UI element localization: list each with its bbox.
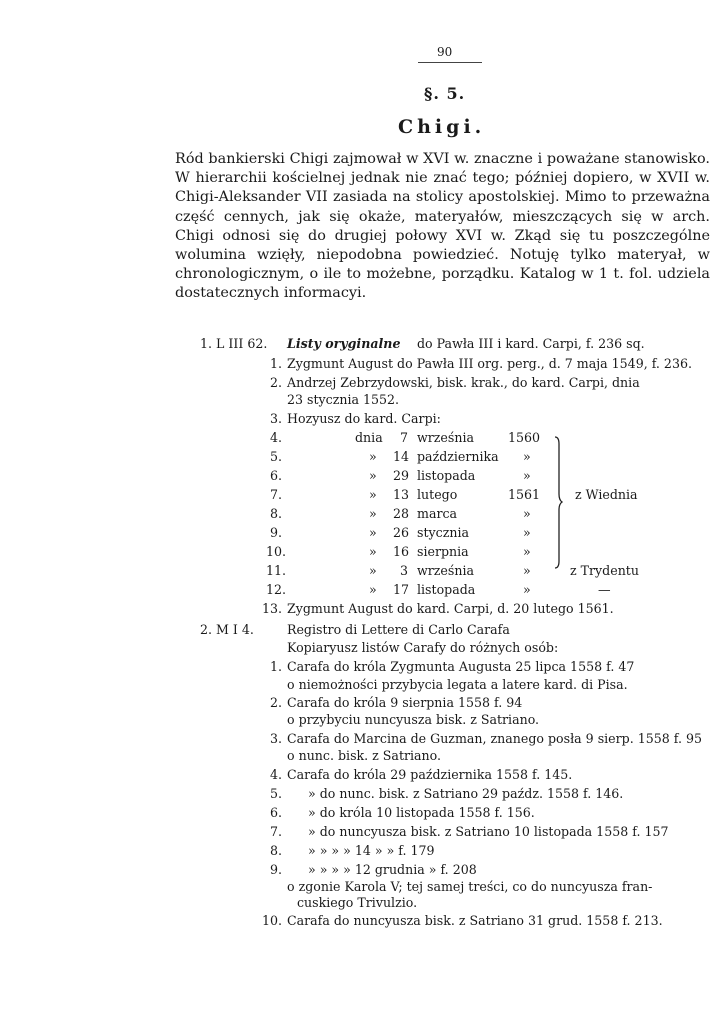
item-number: 5.: [270, 786, 283, 801]
item-number: 13.: [262, 601, 283, 616]
letter-day: 13: [393, 487, 410, 502]
letter-day: 14: [393, 449, 410, 464]
page-number: 90: [437, 45, 453, 59]
item-continuation: o przybyciu nuncyusza bisk. z Satriano.: [287, 712, 540, 727]
letter-year: »: [523, 563, 531, 578]
item-number: 1.: [270, 356, 283, 371]
letter-year: »: [523, 544, 531, 559]
letter-day: 17: [393, 582, 410, 597]
item-continuation: o nunc. bisk. z Satriano.: [287, 748, 442, 763]
letter-year: »: [523, 582, 531, 597]
letter-prefix: »: [369, 449, 377, 464]
section-number: §. 5.: [424, 84, 466, 103]
letter-year: »: [523, 506, 531, 521]
page-number-rule: [418, 62, 482, 63]
curly-brace-icon: [553, 436, 563, 569]
letter-day: 26: [393, 525, 410, 540]
letter-year: »: [523, 468, 531, 483]
letter-number: 5.: [270, 449, 283, 464]
item-number: 8.: [270, 843, 283, 858]
letter-year: »: [523, 525, 531, 540]
letter-day: 16: [393, 544, 410, 559]
item-number: 2.: [270, 375, 283, 390]
section1-label: 1. L III 62.: [200, 336, 268, 351]
letter-day: 7: [400, 430, 409, 445]
letter-prefix: »: [369, 544, 377, 559]
place-trent: z Trydentu: [570, 563, 639, 578]
intro-paragraph: Ród bankierski Chigi zajmował w XVI w. znaczne i poważane stanowisko. W hierarchii kościelnej jednak nie znać tego; później dopiero, w XVII w. Chigi-Aleksander VII zasiada na stolicy apostolskiej. Mimo to przeważna część cennych, jak się okaże, materyałów, mieszczących się w arch. Chigi odnosi się do drugiej połowy XVI w. Zkąd się tu poszczególne wolumina wzięły, niepodobna powiedzieć. Notuję tylko materyał, w chronologicznym, o ile to możebne, porządku. Katalog w 1 t. fol. udziela dostatecznych informacyi.: [175, 151, 710, 302]
item-text: » » » » 12 grudnia » f. 208: [308, 862, 477, 877]
letter-number: 10.: [266, 544, 287, 559]
item-number: 6.: [270, 805, 283, 820]
section1-heading-emphasis: Listy oryginalne: [287, 336, 401, 351]
item-text: Zygmunt August do kard. Carpi, d. 20 lutego 1561.: [287, 601, 614, 616]
item-number: 7.: [270, 824, 283, 839]
item-number: 10.: [262, 913, 283, 928]
letter-prefix: »: [369, 468, 377, 483]
letter-prefix: »: [369, 525, 377, 540]
letter-month: sierpnia: [417, 544, 469, 559]
item-text: Carafa do króla Zygmunta Augusta 25 lipca 1558 f. 47: [287, 659, 635, 674]
letter-month: listopada: [417, 468, 476, 483]
item-text: Carafa do nuncyusza bisk. z Satriano 31 grud. 1558 f. 213.: [287, 913, 663, 928]
letter-year: »: [523, 449, 531, 464]
chapter-title: Chigi.: [398, 116, 486, 138]
letter-prefix: »: [369, 563, 377, 578]
letter-month: września: [417, 430, 474, 445]
letter-prefix: »: [369, 506, 377, 521]
letter-day: 28: [393, 506, 410, 521]
item-continuation: 23 stycznia 1552.: [287, 392, 400, 407]
letter-year: 1561: [508, 487, 541, 502]
item-number: 4.: [270, 767, 283, 782]
item-number: 3.: [270, 411, 283, 426]
letter-month: października: [417, 449, 499, 464]
letter-month: marca: [417, 506, 458, 521]
section2-label: 2. M I 4.: [200, 622, 254, 637]
item-number: 2.: [270, 695, 283, 710]
letter-number: 8.: [270, 506, 283, 521]
item-text: Andrzej Zebrzydowski, bisk. krak., do kard. Carpi, dnia: [287, 375, 640, 390]
letter-prefix: dnia: [355, 430, 383, 445]
letter-prefix: »: [369, 582, 377, 597]
item-text: Carafa do Marcina de Guzman, znanego posła 9 sierp. 1558 f. 95: [287, 731, 703, 746]
section2-heading: Registro di Lettere di Carlo Carafa: [287, 622, 510, 637]
item-text: » do nunc. bisk. z Satriano 29 paźdz. 1558 f. 146.: [308, 786, 624, 801]
place-dash: —: [598, 582, 611, 597]
letter-day: 3: [400, 563, 409, 578]
item-text: » do króla 10 listopada 1558 f. 156.: [308, 805, 535, 820]
item-continuation: o zgonie Karola V; tej samej treści, co do nuncyusza fran-: [287, 879, 653, 894]
item-text: Carafa do króla 29 października 1558 f. 145.: [287, 767, 573, 782]
letter-number: 4.: [270, 430, 283, 445]
letter-number: 11.: [266, 563, 287, 578]
section2-subheading: Kopiaryusz listów Carafy do różnych osób:: [287, 640, 559, 655]
letter-number: 6.: [270, 468, 283, 483]
item-text: » » » » 14 » » f. 179: [308, 843, 435, 858]
item-text: » do nuncyusza bisk. z Satriano 10 listopada 1558 f. 157: [308, 824, 669, 839]
item-number: 3.: [270, 731, 283, 746]
letter-number: 7.: [270, 487, 283, 502]
item-number: 9.: [270, 862, 283, 877]
item-text: Hozyusz do kard. Carpi:: [287, 411, 441, 426]
letter-month: listopada: [417, 582, 476, 597]
letter-number: 9.: [270, 525, 283, 540]
section1-heading: do Pawła III i kard. Carpi, f. 236 sq.: [417, 336, 645, 351]
letter-month: lutego: [417, 487, 458, 502]
letter-month: stycznia: [417, 525, 469, 540]
letter-year: 1560: [508, 430, 541, 445]
item-continuation: cuskiego Trivulzio.: [297, 895, 418, 910]
letter-number: 12.: [266, 582, 287, 597]
item-number: 1.: [270, 659, 283, 674]
item-text: Carafa do króla 9 sierpnia 1558 f. 94: [287, 695, 523, 710]
letter-month: września: [417, 563, 474, 578]
place-vienna: z Wiednia: [575, 487, 638, 502]
letter-day: 29: [393, 468, 410, 483]
item-continuation: o niemożności przybycia legata a latere kard. di Pisa.: [287, 677, 628, 692]
letter-prefix: »: [369, 487, 377, 502]
item-text: Zygmunt August do Pawła III org. perg., d. 7 maja 1549, f. 236.: [287, 356, 692, 371]
